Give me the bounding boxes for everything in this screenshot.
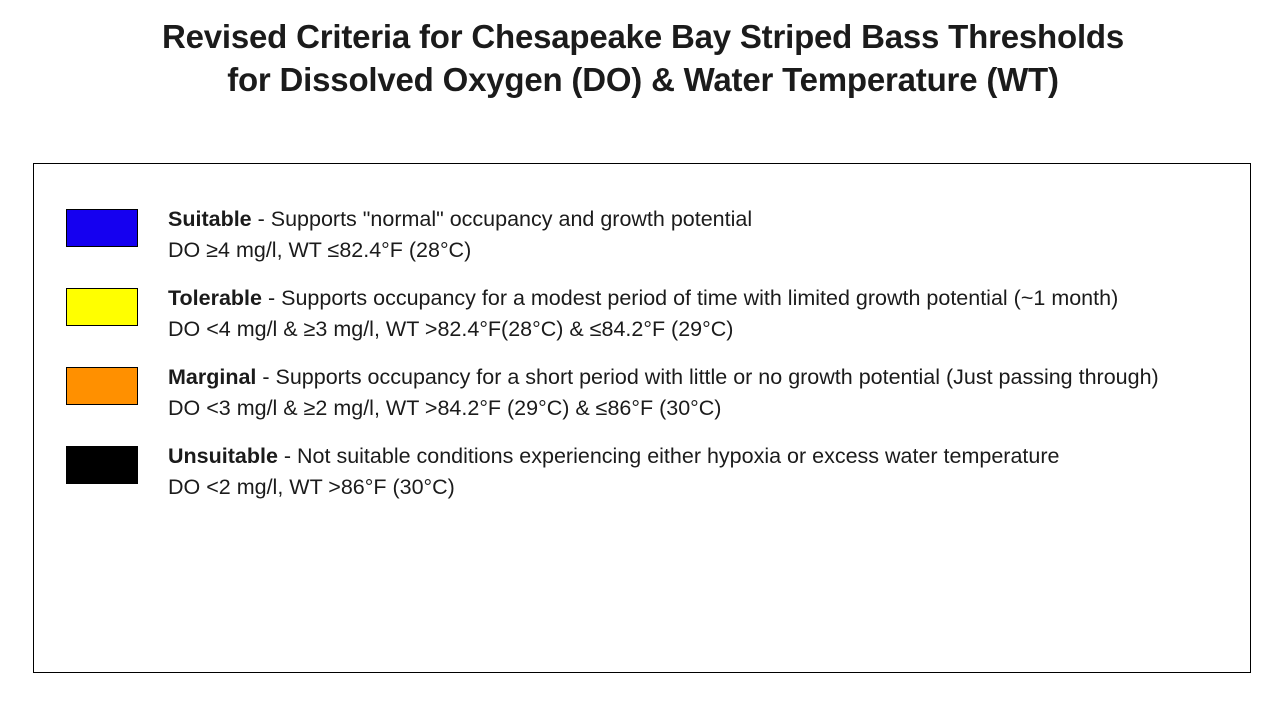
legend-description: - Supports occupancy for a modest period of time with limited growth potential (~1 month) [262, 286, 1119, 311]
list-item [66, 362, 1222, 423]
legend-description: - Supports "normal" occupancy and growth potential [251, 207, 753, 231]
list-item [66, 283, 1222, 344]
legend-category-label: Suitable [168, 207, 252, 231]
list-item [66, 204, 1222, 265]
legend-category-label: Tolerable [168, 286, 262, 311]
color-swatch-unsuitable [66, 446, 138, 484]
legend-description: - Supports occupancy for a short period with little or no growth potential (Just passing through) [256, 365, 1159, 390]
legend-item-text [168, 362, 1222, 423]
page-title-line-2: for Dissolved Oxygen (DO) & Water Temperature (WT) [227, 60, 1059, 98]
legend-list [34, 164, 1250, 502]
list-item [66, 441, 1222, 502]
legend-panel [33, 163, 1251, 673]
legend-category-label: Marginal [168, 365, 257, 390]
legend-item-text [168, 441, 1222, 502]
color-swatch-marginal [66, 367, 138, 405]
legend-description: - Not suitable conditions experiencing either hypoxia or excess water temperature [277, 444, 1060, 469]
legend-item-text [168, 204, 1222, 265]
legend-thresholds: DO <4 mg/l & ≥3 mg/l, WT >82.4°F(28°C) & ≤84.2°F (29°C) [168, 316, 734, 341]
color-swatch-suitable [66, 209, 138, 247]
page-title-line-1: Revised Criteria for Chesapeake Bay Striped Bass Thresholds [161, 18, 1125, 55]
legend-thresholds: DO ≥4 mg/l, WT ≤82.4°F (28°C) [168, 237, 472, 262]
legend-thresholds: DO <2 mg/l, WT >86°F (30°C) [168, 474, 455, 499]
legend-thresholds: DO <3 mg/l & ≥2 mg/l, WT >84.2°F (29°C) & ≤86°F (30°C) [168, 395, 722, 420]
page-title [0, 0, 1286, 102]
legend-category-label: Unsuitable [168, 444, 278, 469]
legend-item-text [168, 283, 1222, 344]
color-swatch-tolerable [66, 288, 138, 326]
